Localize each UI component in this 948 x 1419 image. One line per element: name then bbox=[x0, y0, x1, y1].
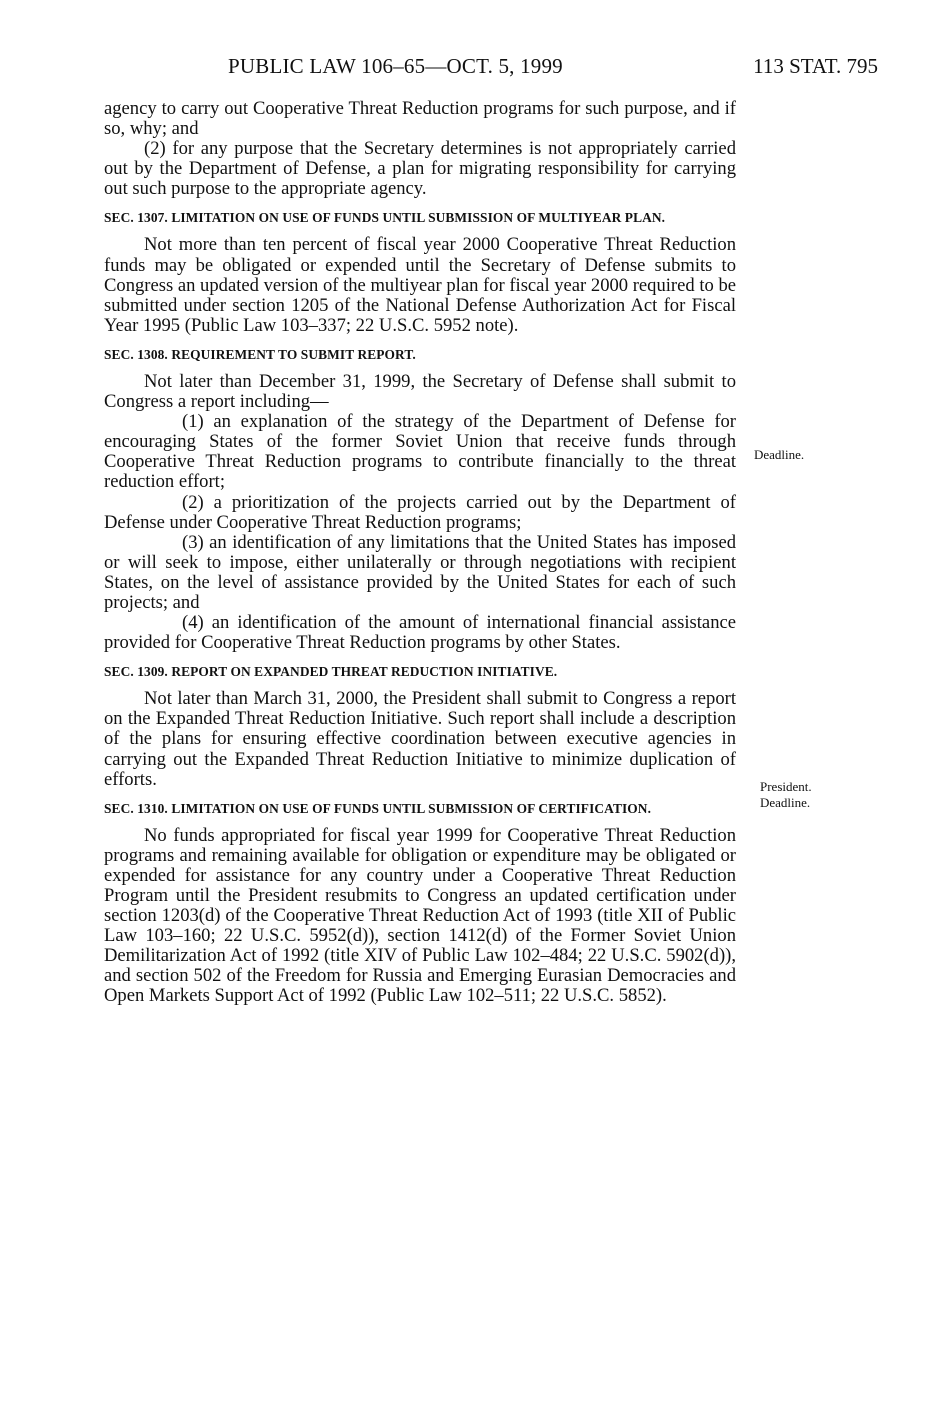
section-1308-item-2: (2) a prioritization of the projects carried out by the Department of Defense under Cooperative Threat Reduction programs; bbox=[104, 491, 736, 533]
section-1309-heading: SEC. 1309. REPORT ON EXPANDED THREAT REDUCTION INITIATIVE. bbox=[104, 664, 558, 680]
continued-paragraph: agency to carry out Cooperative Threat Reduction programs for such purpose, and if so, why; and bbox=[104, 98, 736, 140]
margin-note-president-1309: President. bbox=[760, 779, 812, 794]
section-1309-text: Not later than March 31, 2000, the President shall submit to Congress a report on the Expanded Threat Reduction Initiative. Such report shall include a description of the plans for ensuring effective coordination between executive agencies in carrying out the Expanded Threat Reduction Initiative to minimize duplication of efforts. bbox=[104, 688, 736, 790]
section-1308-intro: Not later than December 31, 1999, the Secretary of Defense shall submit to Congress a report including— bbox=[104, 370, 736, 413]
section-1308-item-4: (4) an identification of the amount of international financial assistance provided for Cooperative Threat Reduction programs by other States. bbox=[104, 612, 736, 654]
page-header bbox=[0, 54, 948, 86]
section-1308-item-1: (1) an explanation of the strategy of the Department of Defense for encouraging States of the former Soviet Union that receive funds through Cooperative Threat Reduction programs to contribute financially to the threat reduction effort; bbox=[104, 411, 736, 493]
running-head-title: PUBLIC LAW 106–65—OCT. 5, 1999 bbox=[228, 54, 563, 78]
section-1308-item-3: (3) an identification of any limitations that the United States has imposed or will seek to impose, either unilaterally or through negotiations with recipient States, on the level of assistance provided by the United States for each of such projects; and bbox=[104, 531, 736, 613]
page-number: 113 STAT. 795 bbox=[753, 54, 878, 78]
margin-note-deadline-1309: Deadline. bbox=[760, 795, 811, 810]
body-text bbox=[104, 99, 736, 1007]
margin-note-deadline-1308: Deadline. bbox=[754, 447, 805, 462]
section-1308-heading: SEC. 1308. REQUIREMENT TO SUBMIT REPORT. bbox=[104, 346, 416, 362]
continued-item-2: (2) for any purpose that the Secretary determines is not appropriately carried out by the Department of Defense, a plan for migrating responsibility for carrying out such purpose to the appropriate agency. bbox=[104, 138, 736, 200]
section-1310-text: No funds appropriated for fiscal year 1999 for Cooperative Threat Reduction programs and remaining available for obligation or expenditure may be obligated or expended for assistance for any country under a Cooperative Threat Reduction Program until the President resubmits to Congress an updated certification under section 1203(d) of the Cooperative Threat Reduction Act of 1993 (title XII of Public Law 103–160; 22 U.S.C. 5952(d)), section 1412(d) of the Former Soviet Union Demilitarization Act of 1992 (title XIV of Public Law 102–484; 22 U.S.C. 5902(d)), and section 502 of the Freedom for Russia and Emerging Eurasian Democracies and Open Markets Support Act of 1992 (Public Law 102–511; 22 U.S.C. 5852). bbox=[104, 824, 736, 1007]
section-1307-heading: SEC. 1307. LIMITATION ON USE OF FUNDS UNTIL SUBMISSION OF MULTIYEAR PLAN. bbox=[104, 210, 666, 226]
section-1307-text: Not more than ten percent of fiscal year 2000 Cooperative Threat Reduction funds may be obligated or expended until the Secretary of Defense submits to Congress an updated version of the multiyear plan for fiscal year 2000 required to be submitted under section 1205 of the National Defense Authorization Act for Fiscal Year 1995 (Public Law 103–337; 22 U.S.C. 5952 note). bbox=[104, 234, 736, 336]
section-1310-heading: SEC. 1310. LIMITATION ON USE OF FUNDS UNTIL SUBMISSION OF CERTIFICATION. bbox=[104, 800, 652, 816]
